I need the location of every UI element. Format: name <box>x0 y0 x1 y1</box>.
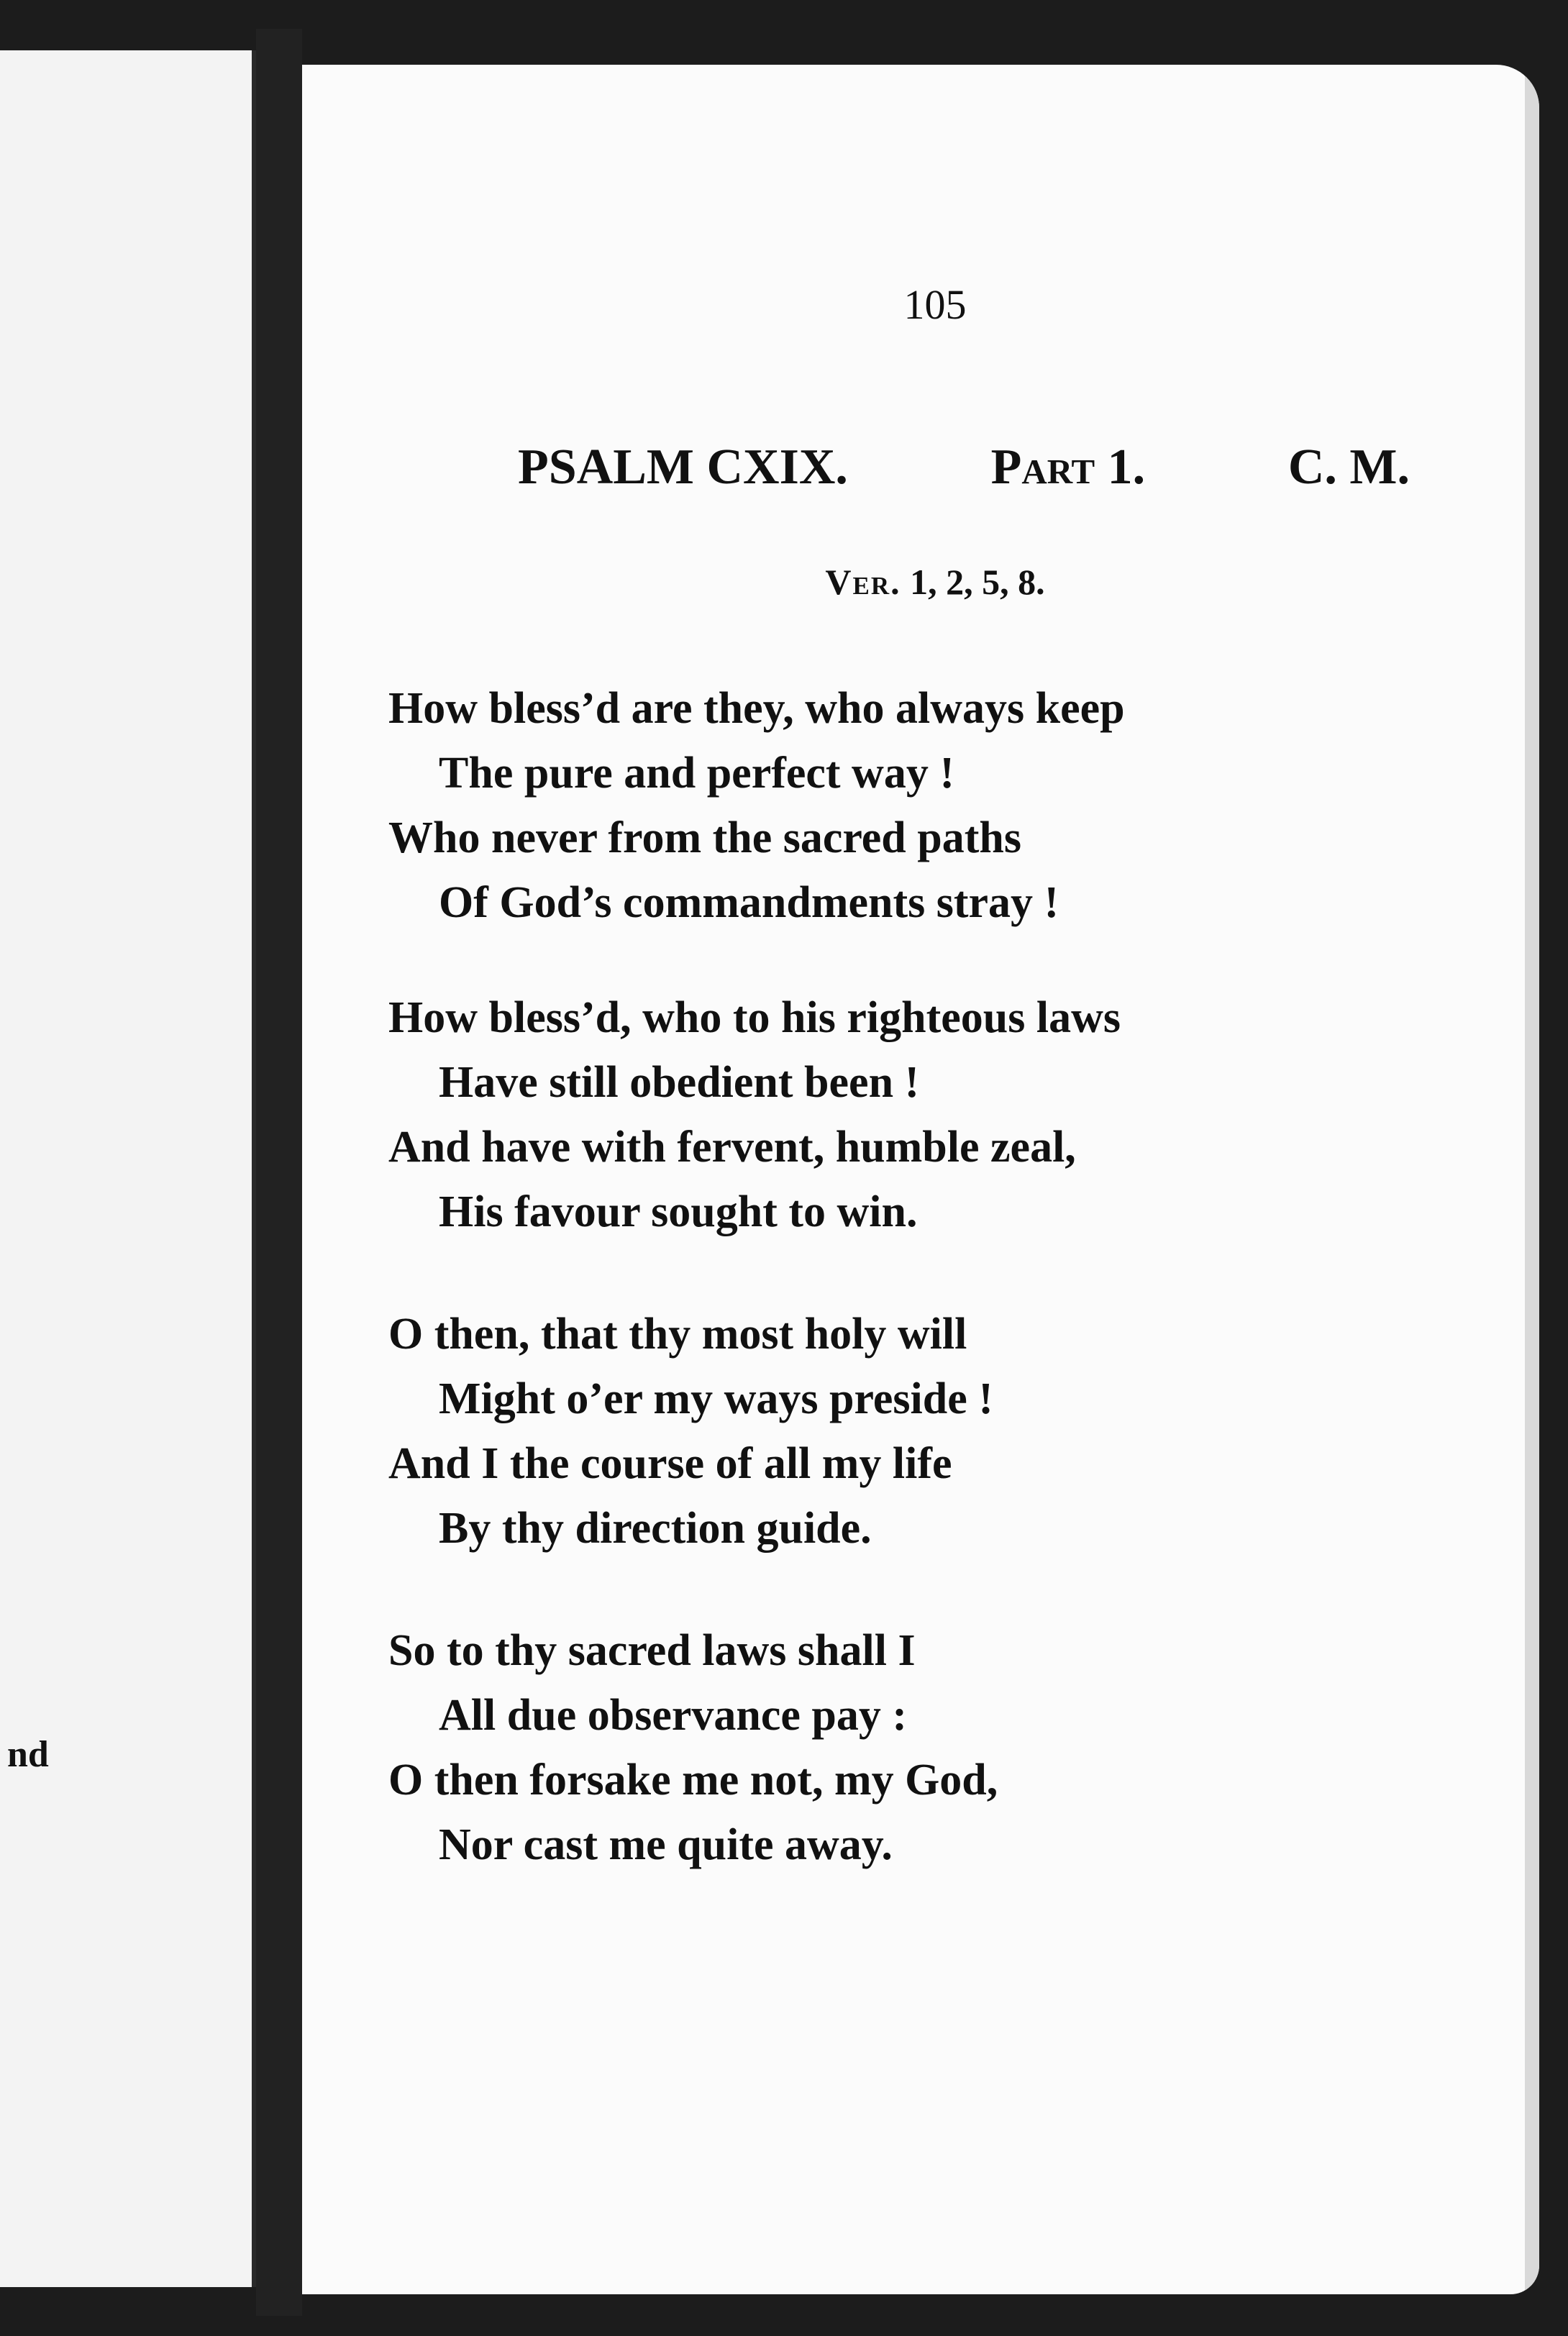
stanza-line: And have with fervent, humble zeal, <box>388 1123 1076 1172</box>
stanza-line: O then, that thy most holy will <box>388 1310 967 1359</box>
stanza-1 <box>388 676 1395 935</box>
stanza-line: Have still obedient been ! <box>439 1058 920 1107</box>
stanza-line: How bless’d are they, who always keep <box>388 684 1125 733</box>
page-edge <box>1525 65 1539 2294</box>
verses-label: Ver. <box>825 562 901 602</box>
page-number: 105 <box>903 281 967 328</box>
stanza-line: The pure and perfect way ! <box>439 749 954 798</box>
stanza-line: Nor cast me quite away. <box>439 1820 893 1869</box>
verses-line <box>302 561 1539 603</box>
stanza-line: By thy direction guide. <box>439 1504 872 1553</box>
stanza-2 <box>388 985 1395 1244</box>
stanza-4 <box>388 1618 1395 1877</box>
book-gutter <box>256 29 302 2316</box>
right-page <box>302 65 1539 2294</box>
stanza-line: O then forsake me not, my God, <box>388 1756 998 1805</box>
stanza-3 <box>388 1302 1395 1561</box>
stanza-line: Might o’er my ways preside ! <box>439 1374 993 1423</box>
verses-numbers: 1, 2, 5, 8. <box>910 562 1045 602</box>
psalm-part: Part 1. <box>990 439 1146 495</box>
psalm-heading <box>518 439 1410 496</box>
psalm-meter: C. M. <box>1287 439 1410 495</box>
stanza-line: Of God’s commandments stray ! <box>439 878 1059 927</box>
stanza-line: His favour sought to win. <box>439 1187 918 1236</box>
left-page-fragment: nd <box>7 1734 49 1775</box>
stanza-line: All due observance pay : <box>439 1691 907 1740</box>
left-page <box>0 50 256 2287</box>
stanza-line: How bless’d, who to his righteous laws <box>388 993 1121 1042</box>
stanza-line: Who never from the sacred paths <box>388 813 1022 862</box>
stanza-line: So to thy sacred laws shall I <box>388 1626 916 1675</box>
psalm-title: PSALM CXIX. <box>518 439 848 495</box>
stanza-line: And I the course of all my life <box>388 1439 952 1488</box>
